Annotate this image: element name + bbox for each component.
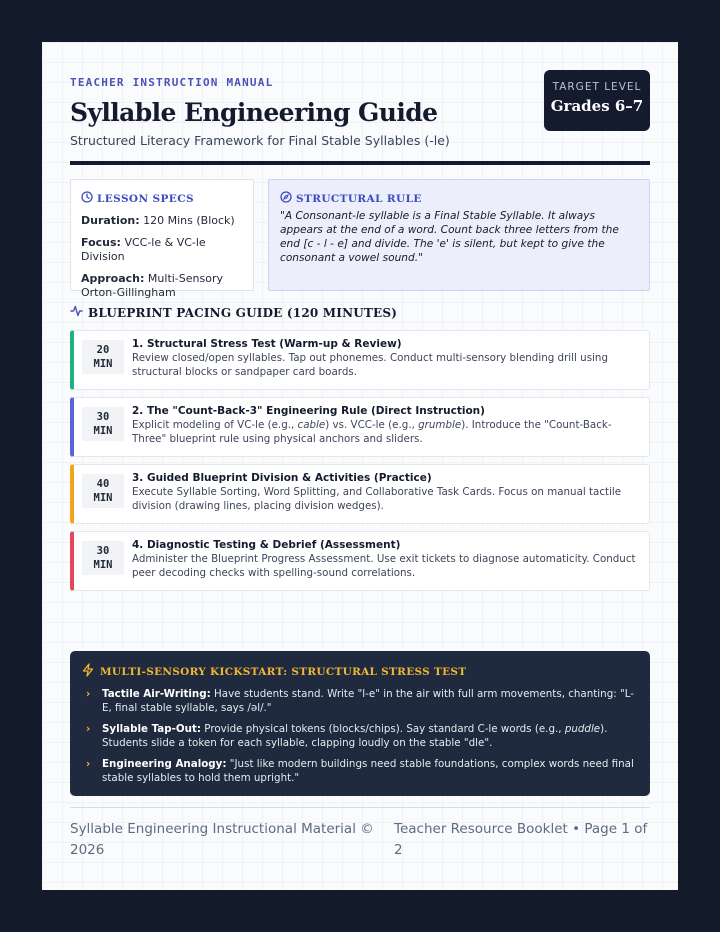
- kickstart-item-label: Syllable Tap-Out:: [102, 723, 202, 735]
- step-description: Review closed/open syllables. Tap out phonemes. Conduct multi-sensory blending drill using structural blocks or sandpaper card boards.: [132, 352, 608, 378]
- manual-kicker: TEACHER INSTRUCTION MANUAL: [70, 76, 274, 89]
- structural-rule-card: [268, 179, 650, 291]
- pacing-guide-title: BLUEPRINT PACING GUIDE (120 MINUTES): [88, 305, 398, 320]
- spec-approach-value: Multi-Sensory Orton-Gillingham: [81, 272, 223, 299]
- footer-page-info: Teacher Resource Booklet • Page 1 of 2: [394, 821, 648, 858]
- step-unit: MIN: [93, 492, 113, 504]
- spec-approach: [81, 272, 243, 300]
- step-title: 2. The "Count-Back-3" Engineering Rule (Direct Instruction): [132, 405, 485, 417]
- manual-page: [42, 42, 678, 890]
- structural-rule-title: STRUCTURAL RULE: [296, 192, 422, 205]
- step-duration-badge: [82, 541, 124, 575]
- kickstart-heading: [82, 663, 638, 680]
- spec-duration-label: Duration:: [81, 214, 140, 227]
- pacing-guide-heading: [70, 305, 397, 320]
- compass-icon: [280, 191, 292, 206]
- target-level-label: TARGET LEVEL: [552, 81, 642, 93]
- chevron-right-icon: ›: [86, 723, 91, 735]
- step-minutes: 20: [96, 344, 110, 356]
- step-duration-badge: [82, 340, 124, 374]
- spec-focus-value: VCC-le & VC-le Division: [81, 236, 206, 263]
- step-description: Execute Syllable Sorting, Word Splitting, and Collaborative Task Cards. Focus on manual tactile division (drawing lines, placing division wedges).: [132, 486, 622, 512]
- example-word: grumble: [418, 419, 462, 431]
- step-desc-part: ) vs. VCC-le (e.g.,: [325, 419, 419, 431]
- step-minutes: 30: [96, 545, 110, 557]
- step-minutes: 40: [96, 478, 110, 490]
- spec-focus-label: Focus:: [81, 236, 121, 249]
- step-desc-part: Explicit modeling of VC-le (e.g.,: [132, 419, 298, 431]
- kickstart-item-label: Engineering Analogy:: [102, 758, 227, 770]
- chevron-right-icon: ›: [86, 688, 91, 700]
- page-title: Syllable Engineering Guide: [70, 98, 438, 127]
- step-unit: MIN: [93, 358, 113, 370]
- step-title: 3. Guided Blueprint Division & Activities (Practice): [132, 472, 432, 484]
- lesson-specs-heading: [81, 191, 243, 206]
- kickstart-item: [82, 687, 638, 715]
- lesson-specs-card: [70, 179, 254, 299]
- kickstart-item-text: "Just like modern buildings need stable foundations, complex words need final stable syllables to hold them upright.": [102, 758, 634, 784]
- spec-focus: [81, 236, 243, 264]
- step-description: [132, 418, 640, 446]
- pacing-step-3: [70, 464, 650, 524]
- step-minutes: 30: [96, 411, 110, 423]
- target-level-badge: [544, 70, 650, 131]
- kickstart-item-text: ). Students slide a token for each syllable, clapping loudly on the stable "dle".: [102, 723, 608, 749]
- header-divider: [70, 161, 650, 165]
- kickstart-item-text: Provide physical tokens (blocks/chips). Say standard C-le words (e.g.,: [201, 723, 565, 735]
- spec-duration: [81, 214, 243, 228]
- target-level-value: Grades 6–7: [550, 97, 644, 115]
- step-unit: MIN: [93, 559, 113, 571]
- step-description: Administer the Blueprint Progress Assessment. Use exit tickets to diagnose automaticity. Conduct peer decoding checks with spelling-sound correlations.: [132, 553, 636, 579]
- example-word: cable: [297, 419, 326, 431]
- spec-duration-value: 120 Mins (Block): [143, 214, 235, 227]
- pacing-step-4: [70, 531, 650, 591]
- structural-rule-text: "A Consonant-le syllable is a Final Stable Syllable. It always appears at the end of a word. Count back three letters from the end [c - l - e] and divide. The 'e' is silent, but kept to give the consonant a vowel sound.": [280, 210, 619, 264]
- step-title: 1. Structural Stress Test (Warm-up & Review): [132, 338, 402, 350]
- example-word: puddle: [564, 723, 601, 735]
- step-title: 4. Diagnostic Testing & Debrief (Assessment): [132, 539, 401, 551]
- clock-icon: [81, 191, 93, 206]
- footer-divider: [70, 807, 650, 808]
- footer-copyright: Syllable Engineering Instructional Material © 2026: [70, 821, 374, 858]
- step-unit: MIN: [93, 425, 113, 437]
- kickstart-item-label: Tactile Air-Writing:: [102, 688, 211, 700]
- kickstart-item: [82, 722, 638, 750]
- chevron-right-icon: ›: [86, 758, 91, 770]
- structural-rule-heading: [280, 191, 638, 206]
- kickstart-item: [82, 757, 638, 785]
- step-desc-part: ). Introduce the "Count-Back-Three" blueprint rule using physical anchors and sliders.: [132, 419, 612, 445]
- activity-icon: [70, 305, 83, 320]
- lesson-specs-title: LESSON SPECS: [97, 192, 194, 205]
- spec-approach-label: Approach:: [81, 272, 145, 285]
- kickstart-panel: [70, 651, 650, 796]
- kickstart-title: MULTI-SENSORY KICKSTART: STRUCTURAL STRESS TEST: [100, 665, 467, 678]
- pacing-step-2: [70, 397, 650, 457]
- lightning-icon: [82, 663, 94, 680]
- pacing-step-1: [70, 330, 650, 390]
- page-subtitle: Structured Literacy Framework for Final Stable Syllables (-le): [70, 133, 450, 148]
- step-duration-badge: [82, 407, 124, 441]
- step-duration-badge: [82, 474, 124, 508]
- kickstart-item-text: Have students stand. Write "l-e" in the air with full arm movements, chanting: "L-E, final stable syllable, says /əl/.": [102, 688, 634, 714]
